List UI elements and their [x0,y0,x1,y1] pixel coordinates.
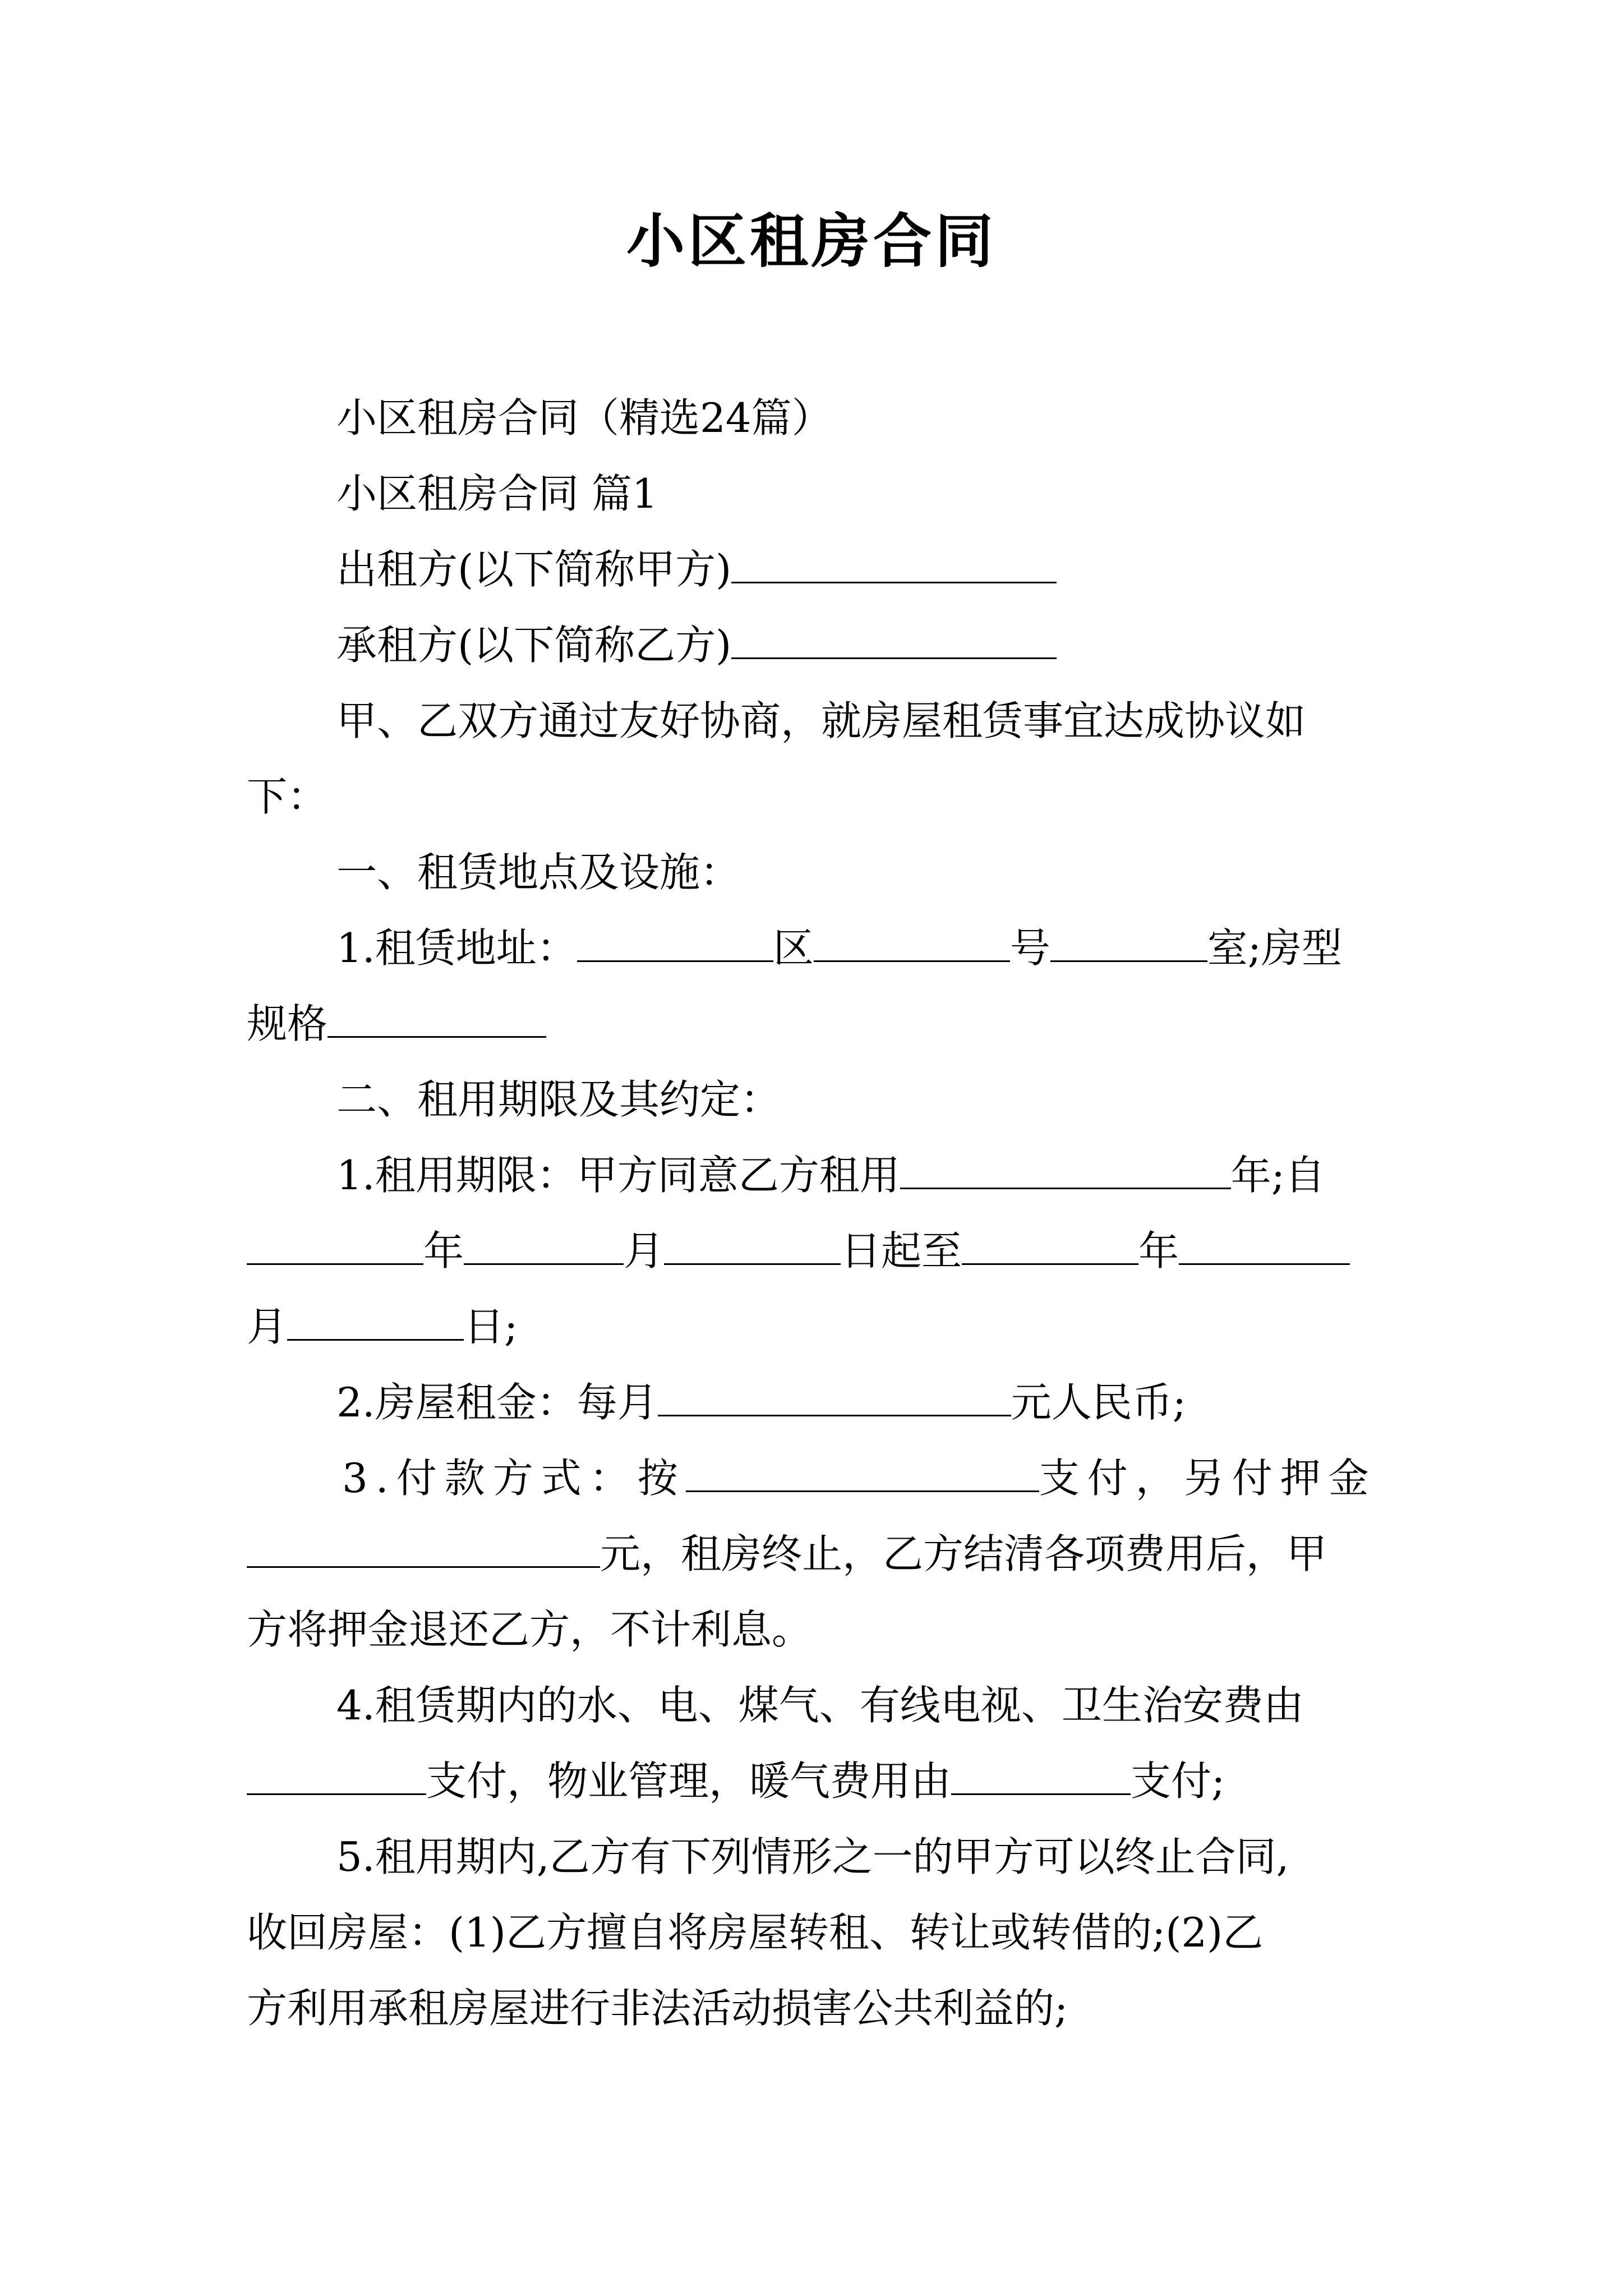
payment-label: 3.付款方式：按 [342,1455,686,1502]
utilities-pay-2: 支付; [1131,1757,1225,1805]
lessor-blank [731,547,1057,583]
term-years-blank [900,1153,1231,1189]
term-month: 月 [624,1227,665,1274]
rent-unit: 元人民币; [1011,1379,1186,1426]
spec-label: 规格 [247,1000,328,1047]
number-label: 号 [1009,924,1050,972]
term-line-1 [336,1147,1325,1203]
lessor-label: 出租方(以下简称甲方) [336,546,732,593]
end-day-blank [287,1304,464,1341]
term-day-end: 日; [464,1303,518,1350]
heating-payer-blank [951,1759,1131,1795]
termination-line-1: 5.租用期内,乙方有下列情形之一的甲方可以终止合同, [336,1833,1289,1880]
number-blank [814,926,1010,962]
document-title: 小区租房合同 [626,206,997,275]
payment-pay: 支付，另付押金 [1039,1455,1377,1502]
term-label: 1.租用期限：甲方同意乙方租用 [336,1152,900,1199]
deposit-blank [247,1531,600,1568]
address-line [336,920,1342,976]
room-label: 室;房型 [1207,924,1342,972]
utilities-pay-1: 支付，物业管理，暖气费用由 [426,1757,952,1805]
section-1-heading: 一、租赁地点及设施： [336,849,741,896]
end-month-blank [1179,1228,1350,1265]
term-year-from: 年;自 [1230,1152,1325,1199]
spec-blank [328,1001,546,1038]
term-line-2 [247,1223,1350,1279]
room-blank [1050,926,1207,962]
term-year: 年 [423,1227,464,1274]
payment-method-blank [686,1456,1039,1492]
district-blank [577,926,773,962]
start-year-blank [247,1228,423,1265]
rent-line [336,1374,1186,1430]
term-month-to: 月 [247,1303,288,1350]
utilities-line-1: 4.租赁期内的水、电、煤气、有线电视、卫生治安费由 [336,1682,1304,1729]
payment-line-1 [342,1450,1377,1506]
payment-line-2-text: 元，租房终止，乙方结清各项费用后，甲 [600,1530,1327,1577]
intro-line-1: 甲、乙双方通过友好协商，就房屋租赁事宜达成协议如 [336,697,1306,744]
start-month-blank [464,1228,624,1265]
term-day-from: 日起至 [841,1227,962,1274]
termination-line-2: 收回房屋：(1)乙方擅自将房屋转租、转让或转借的;(2)乙 [247,1909,1264,1956]
lessee-label: 承租方(以下简称乙方) [336,622,732,669]
termination-line-3: 方利用承租房屋进行非法活动损害公共利益的; [247,1985,1068,2032]
end-year-blank [962,1228,1138,1265]
payment-line-3: 方将押金退还乙方，不计利息。 [247,1606,813,1653]
payment-line-2 [247,1526,1327,1582]
term-year-to: 年 [1138,1227,1179,1274]
section-2-heading: 二、租用期限及其约定： [336,1076,781,1123]
lessee-line [336,617,1057,673]
utilities-line-2 [247,1753,1225,1809]
rent-label: 2.房屋租金：每月 [336,1379,658,1426]
part-heading: 小区租房合同 篇1 [336,470,658,517]
rent-blank [658,1380,1011,1416]
address-label: 1.租赁地址： [336,924,577,972]
lessor-line [336,541,1057,597]
lessee-blank [731,623,1057,659]
subtitle: 小区租房合同（精选24篇） [336,394,832,441]
spec-line [247,996,546,1052]
start-day-blank [664,1228,841,1265]
intro-line-2: 下： [247,773,328,820]
utilities-payer-blank [247,1759,426,1795]
term-line-3 [247,1299,518,1355]
district-label: 区 [773,924,814,972]
